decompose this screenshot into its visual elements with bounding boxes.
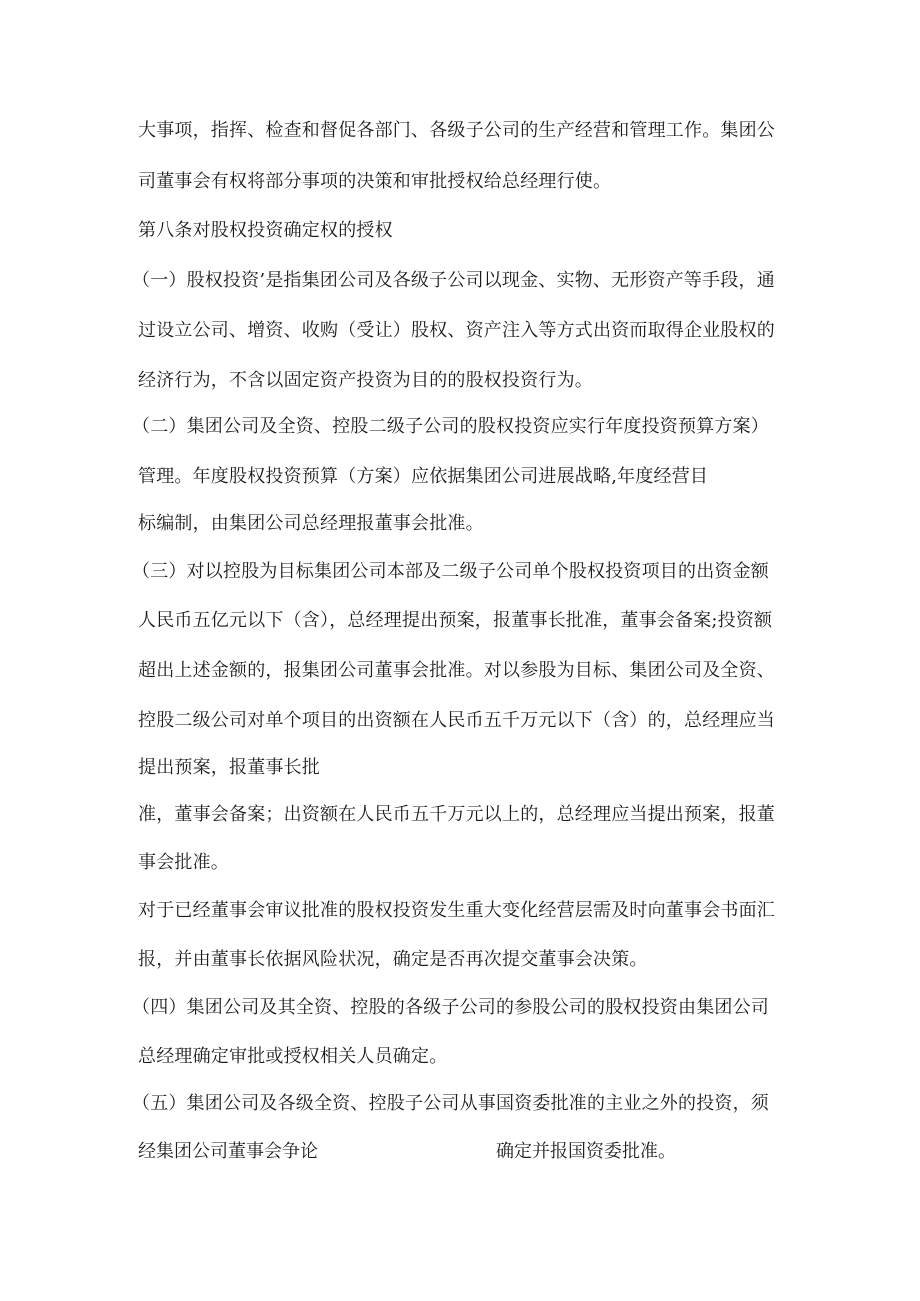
text-line: （四）集团公司及其全资、控股的各级子公司的参股公司的股权投资由集团公司 (132, 997, 769, 1018)
text-line: （二）集团公司及全资、控股二级子公司的股权投资应实行年度投资预算方案） (132, 416, 769, 437)
text-line: 管理。年度股权投资预算（方案）应依据集团公司进展战略,年度经营目 (138, 466, 709, 487)
text-line: （五）集团公司及各级全资、控股子公司从事国资委批准的主业之外的投资，须 (132, 1093, 769, 1114)
text-line: 大事项，指挥、检查和督促各部门、各级子公司的生产经营和管理工作。集团公 (138, 120, 775, 141)
text-line: 过设立公司、增资、收购（受让）股权、资产注入等方式出资而取得企业股权的 (138, 320, 775, 341)
text-line: 报，并由董事长依据风险状况，确定是否再次提交董事会决策。 (138, 949, 648, 970)
text-line: 经济行为，不含以固定资产投资为目的的股权投资行为。 (138, 370, 593, 391)
text-line: 司董事会有权将部分事项的决策和审批授权给总经理行使。 (138, 171, 612, 192)
text-line: 标编制，由集团公司总经理报董事会批准。 (138, 513, 484, 534)
text-line: 超出上述金额的，报集团公司董事会批准。对以参股为目标、集团公司及全资、 (138, 660, 775, 681)
text-line: 事会批准。 (138, 852, 229, 873)
text-line: 提出预案，报董事长批 (138, 757, 320, 778)
text-line: 准，董事会备案；出资额在人民币五千万元以上的，总经理应当提出预案，报董 (138, 804, 775, 825)
text-line: 总经理确定审批或授权相关人员确定。 (138, 1046, 448, 1067)
text-line-left: 经集团公司董事会争论 (138, 1141, 318, 1162)
text-line: （一）股权投资’是指集团公司及各级子公司以现金、实物、无形资产等手段，通 (132, 270, 775, 291)
section-heading: 第八条对股权投资确定权的授权 (138, 220, 393, 241)
text-line: 控股二级公司对单个项目的出资额在人民币五千万元以下（含）的，总经理应当 (138, 710, 775, 731)
text-line: 人民币五亿元以下（含），总经理提出预案，报董事长批准，董事会备案;投资额 (138, 610, 773, 631)
text-line-right: 确定并报国资委批准。 (496, 1141, 676, 1162)
text-line: （三）对以控股为目标集团公司本部及二级子公司单个股权投资项目的出资金额 (132, 561, 769, 582)
text-line: 对于已经董事会审议批准的股权投资发生重大变化经营层需及时向董事会书面汇 (138, 900, 775, 921)
